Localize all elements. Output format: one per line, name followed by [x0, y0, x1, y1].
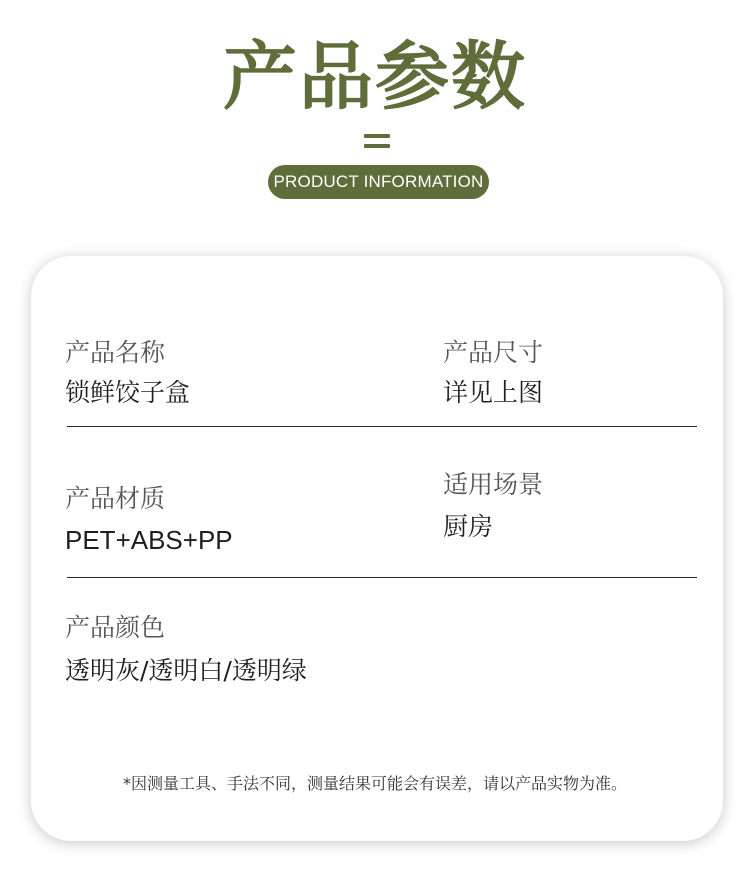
usage-scene-label: 适用场景 — [443, 470, 544, 499]
product-color-label: 产品颜色 — [65, 613, 166, 642]
product-name-label: 产品名称 — [65, 338, 166, 367]
page-title: 产品参数 — [223, 34, 527, 120]
product-color-value: 透明灰/透明白/透明绿 — [65, 656, 307, 685]
equals-bar-bottom — [364, 144, 390, 148]
product-size-label: 产品尺寸 — [443, 338, 544, 367]
divider-1 — [67, 426, 697, 427]
product-material-value: PET+ABS+PP — [65, 525, 233, 555]
decorative-equals-mark — [364, 134, 390, 152]
product-material-label: 产品材质 — [65, 484, 166, 513]
usage-scene-value: 厨房 — [443, 512, 494, 541]
divider-2 — [67, 577, 697, 578]
equals-bar-top — [364, 134, 390, 138]
subtitle-pill: PRODUCT INFORMATION — [268, 165, 489, 199]
measurement-disclaimer: *因测量工具、手法不同，测量结果可能会有误差，请以产品实物为准。 — [122, 774, 627, 793]
product-info-card — [31, 256, 723, 841]
product-name-value: 锁鲜饺子盒 — [65, 378, 191, 407]
product-size-value: 详见上图 — [443, 378, 544, 407]
